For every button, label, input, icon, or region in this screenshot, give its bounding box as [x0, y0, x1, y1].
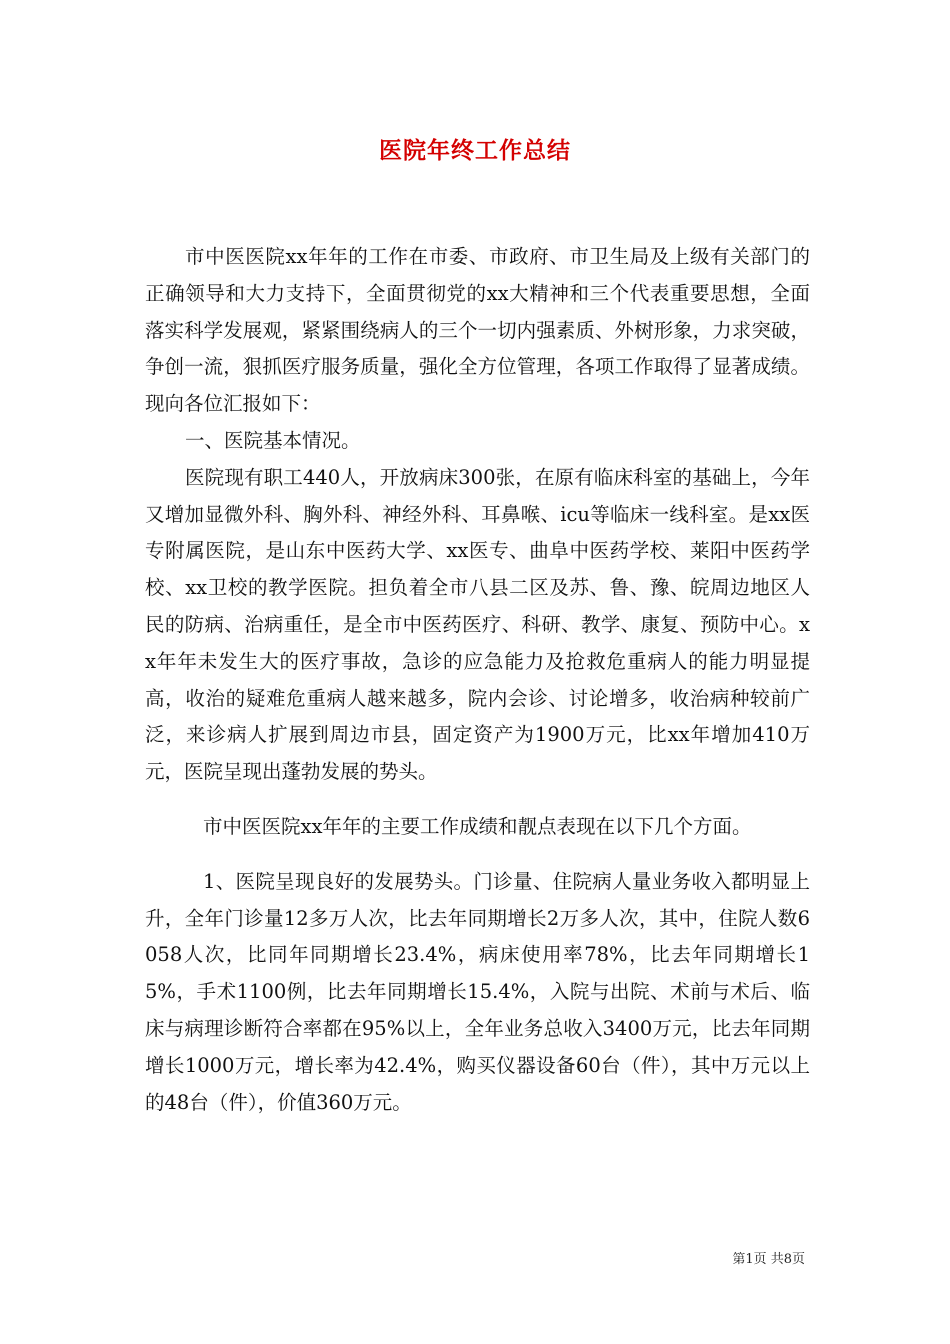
page-title: 医院年终工作总结 — [379, 137, 571, 164]
basic-info-paragraph: 医院现有职工440人，开放病床300张，在原有临床科室的基础上，今年又增加显微外科、胸外科、神经外科、耳鼻喉、icu等临床一线科室。是xx医专附属医院，是山东中医药大学、xx医专、曲阜中医药学校、莱阳中医药学校、xx卫校的教学医院。担负着全市八县二区及苏、鲁、豫、皖周边地区人民的防病、治病重任，是全市中医药医疗、科研、教学、康复、预防中心。xx年年未发生大的医疗事故，急诊的应急能力及抢救危重病人的能力明显提高，收治的疑难危重病人越来越多，院内会诊、讨论增多，收治病种较前广泛，来诊病人扩展到周边市县，固定资产为1900万元，比xx年增加410万元，医院呈现出蓬勃发展的势头。 — [145, 465, 810, 784]
page-footer: 第1页 共8页 — [732, 1252, 805, 1267]
achievements-intro-paragraph: 市中医医院xx年年的主要工作成绩和靓点表现在以下几个方面。 — [203, 814, 752, 838]
document-body — [145, 239, 810, 1121]
section-heading-basic-info: 一、医院基本情况。 — [185, 428, 361, 452]
intro-paragraph: 市中医医院xx年年的工作在市委、市政府、市卫生局及上级有关部门的正确领导和大力支持下，全面贯彻党的xx大精神和三个代表重要思想，全面落实科学发展观，紧紧围绕病人的三个一切内强素质、外树形象，力求突破，争创一流，狠抓医疗服务质量，强化全方位管理，各项工作取得了显著成绩。现向各位汇报如下： — [145, 245, 810, 416]
achievement-item-1-paragraph: 1、医院呈现良好的发展势头。门诊量、住院病人量业务收入都明显上升，全年门诊量12多万人次，比去年同期增长2万多人次，其中，住院人数6058人次，比同年同期增长23.4%，病床使用率78%，比去年同期增长15%，手术1100例，比去年同期增长15.4%，入院与出院、术前与术后、临床与病理诊断符合率都在95%以上，全年业务总收入3400万元，比去年同期增长1000万元，增长率为42.4%，购买仪器设备60台（件），其中万元以上的48台（件），价值360万元。 — [145, 869, 810, 1114]
